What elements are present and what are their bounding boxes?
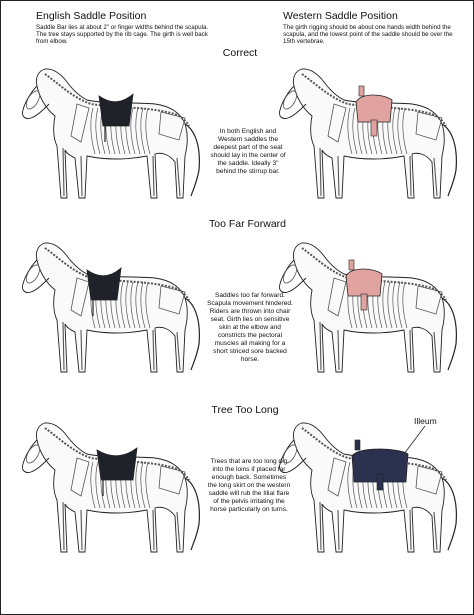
section-title-tree-too-long: Tree Too Long xyxy=(211,404,279,416)
stirrup-fender xyxy=(377,474,383,490)
horse-english-correct xyxy=(15,58,210,208)
english-saddle xyxy=(87,268,121,300)
western-saddle xyxy=(346,269,382,296)
english-saddle xyxy=(99,94,133,126)
western-heading: Western Saddle Position xyxy=(283,10,398,22)
section-title-too-far-forward: Too Far Forward xyxy=(208,218,287,230)
saddle-horn xyxy=(355,440,360,450)
english-saddle xyxy=(97,448,137,480)
saddle-horn xyxy=(349,260,354,270)
note-too-far-forward: Saddles too far forward. Scapula movement hindered. Riders are thrown into chair seat. Girth lies on sensitive skin at the elbow and constricts the pectoral muscles all making for a short striced sore backed horse. xyxy=(207,292,293,363)
western-saddle xyxy=(356,95,392,122)
horse-western-correct xyxy=(272,58,467,208)
horse-english-too-far-forward xyxy=(15,232,210,382)
english-description: Saddle Bar lies at about 2" or finger widths behind the scapula. The tree stays supported by the rib cage. The girth is well back from elbow. xyxy=(36,24,209,46)
horse-western-tree-too-long xyxy=(272,412,467,562)
horse-outline xyxy=(36,423,187,552)
note-tree-too-long: Trees that are too long dig into the loins if placed far enough back. Sometimes the long skirt on the western saddle will rub the Illial flare of the pelvis irritating the horse particularly on turns. xyxy=(207,458,291,513)
note-correct: In both English and Western saddles the deepest part of the seat should lay in the center of the saddle. Ideally 3" behind the stirrup bar. xyxy=(210,128,286,175)
stirrup-fender xyxy=(361,294,367,310)
horse-outline xyxy=(293,69,444,198)
western-description: The girth rigging should be about one hands width behind the scapula, and the lowest point of the saddle should be over the 15th vertebrae. xyxy=(283,24,453,46)
english-heading: English Saddle Position xyxy=(36,10,147,22)
section-title-correct: Correct xyxy=(222,47,258,59)
horse-outline xyxy=(293,423,444,552)
horse-outline xyxy=(293,243,444,372)
horse-outline xyxy=(36,69,187,198)
horse-english-tree-too-long xyxy=(15,412,210,562)
stirrup-fender xyxy=(371,120,377,136)
horse-western-too-far-forward xyxy=(272,232,467,382)
saddle-horn xyxy=(359,86,364,96)
horse-outline xyxy=(36,243,187,372)
illeum-label: Illeum xyxy=(414,416,437,426)
